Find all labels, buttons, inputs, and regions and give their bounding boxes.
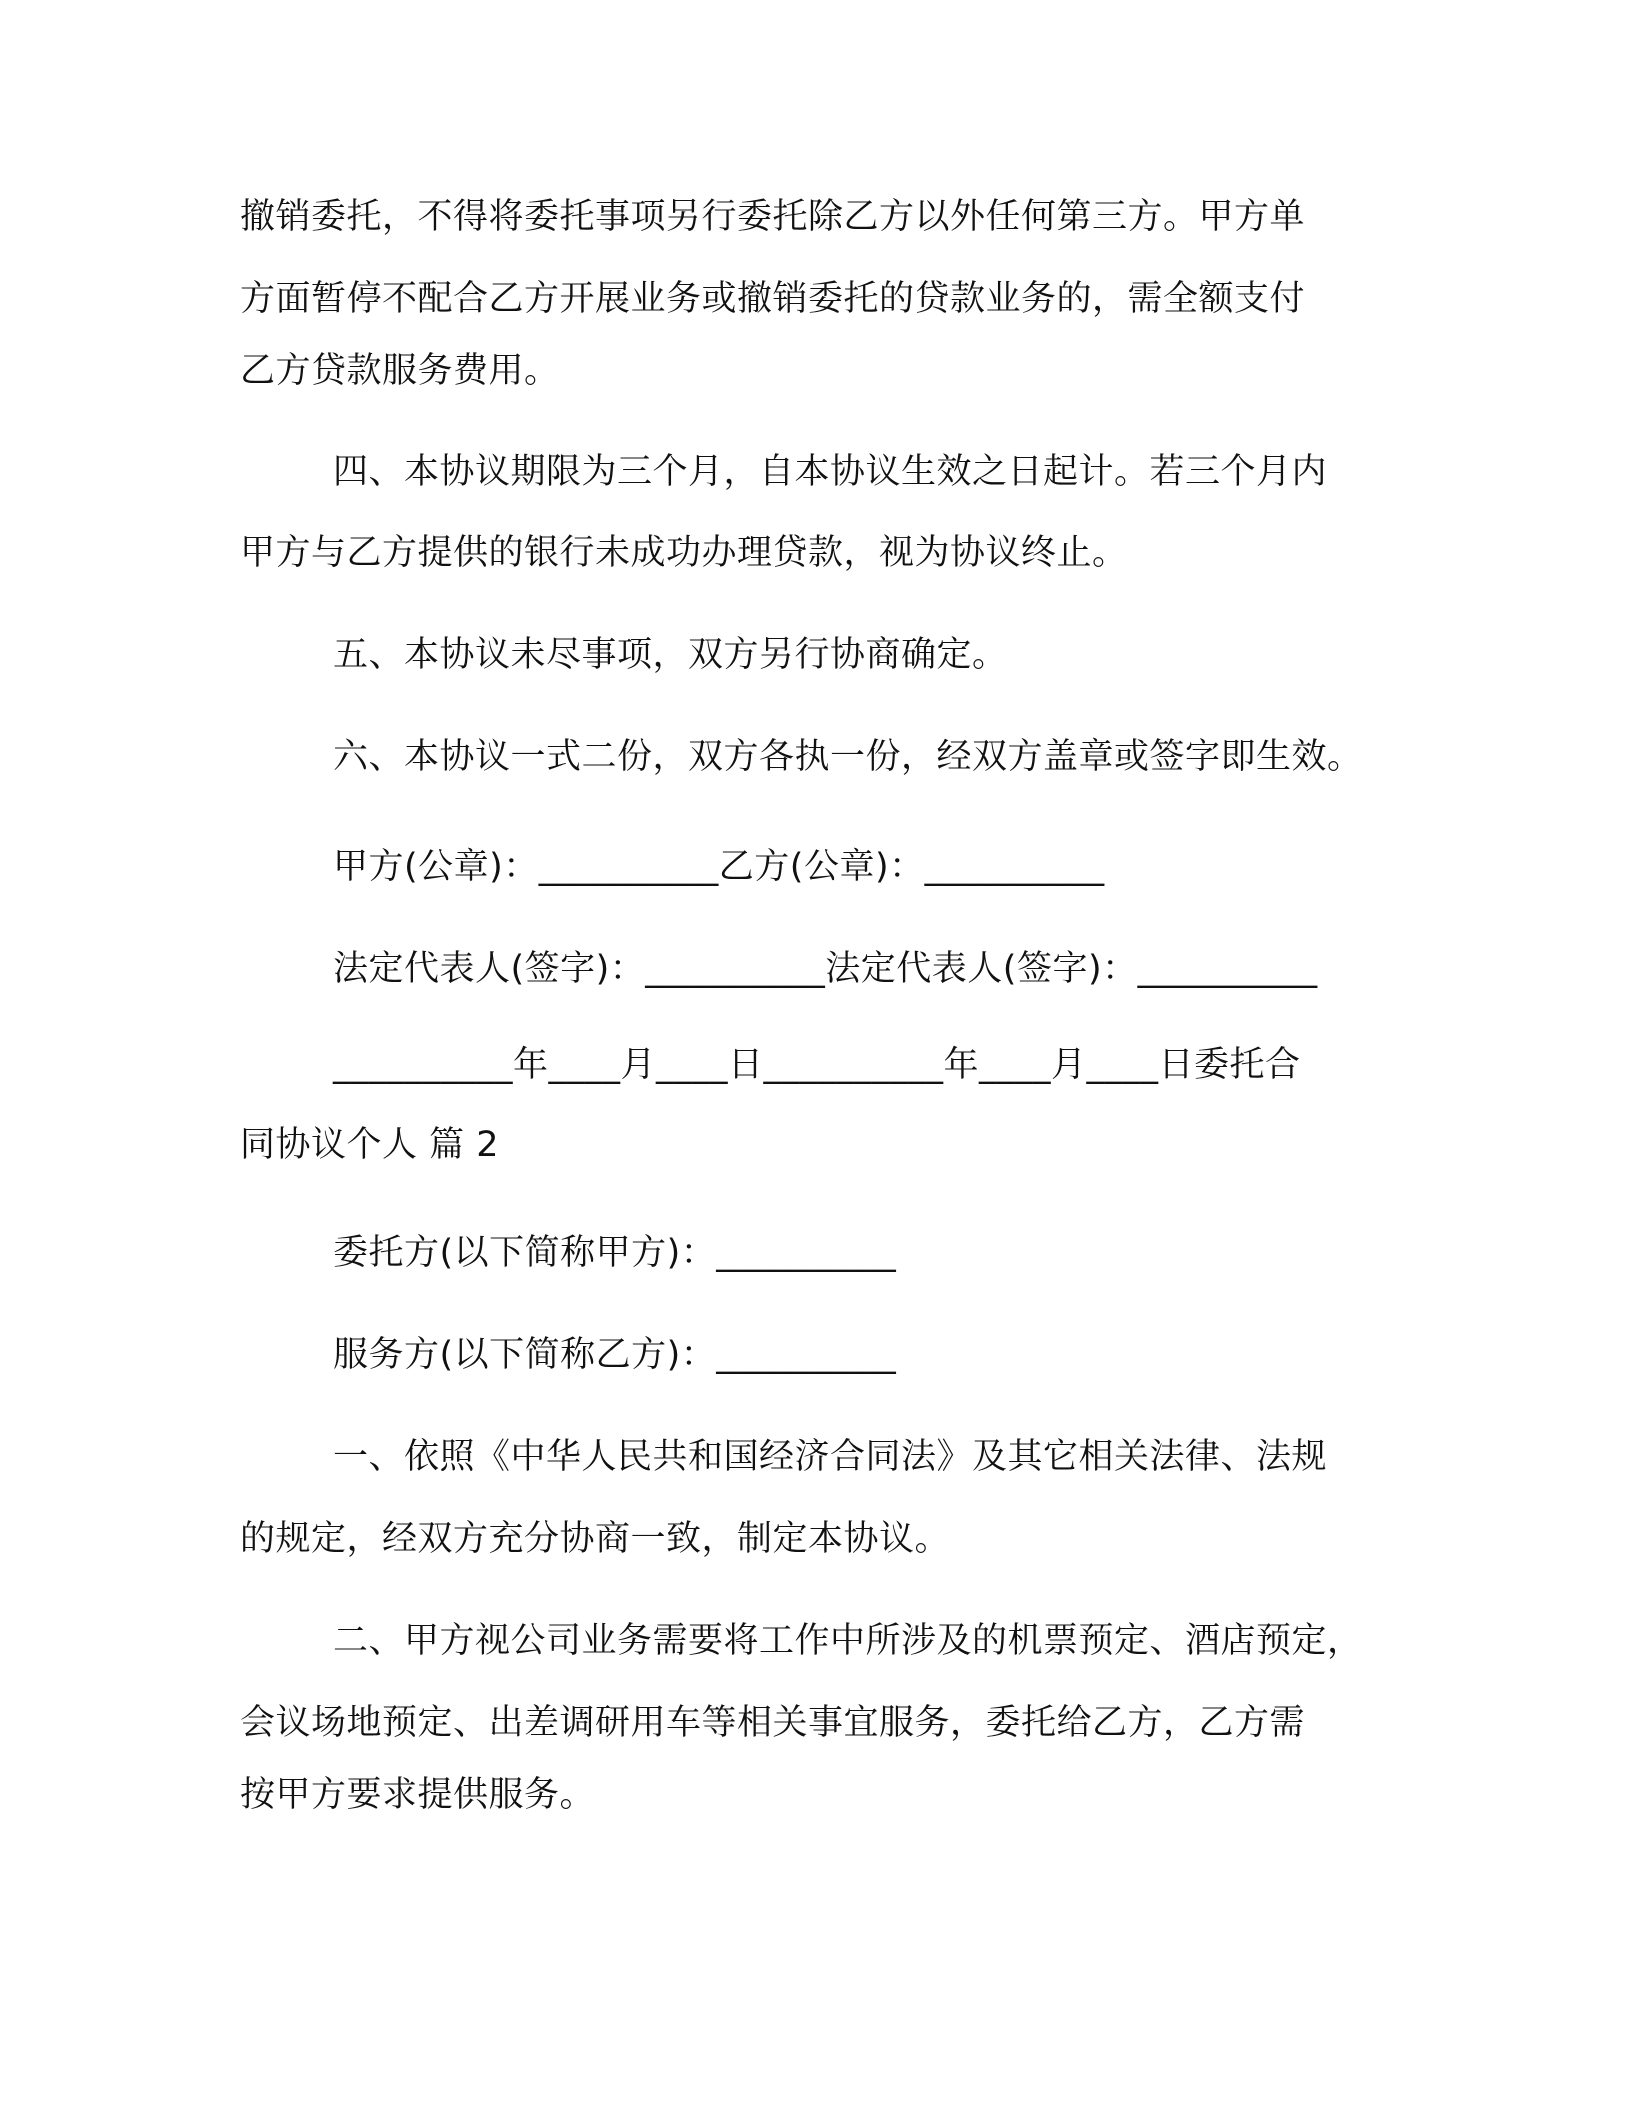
text-line: 方面暂停不配合乙方开展业务或撤销委托的贷款业务的，需全额支付 [240, 279, 1306, 319]
text-line: 四、本协议期限为三个月，自本协议生效之日起计。若三个月内 [333, 452, 1328, 492]
text-line: 的规定，经双方充分协商一致，制定本协议。 [240, 1519, 951, 1559]
text-line: 会议场地预定、出差调研用车等相关事宜服务，委托给乙方，乙方需 [240, 1703, 1306, 1743]
text-line: 按甲方要求提供服务。 [240, 1775, 596, 1815]
signature-line-seal: 甲方(公章)：__________乙方(公章)：__________ [333, 847, 1105, 887]
party-b-line: 服务方(以下简称乙方)：__________ [333, 1335, 897, 1375]
text-line: 一、依照《中华人民共和国经济合同法》及其它相关法律、法规 [333, 1437, 1328, 1477]
section-title: 同协议个人 篇 2 [240, 1125, 500, 1165]
text-line: 甲方与乙方提供的银行未成功办理贷款，视为协议终止。 [240, 533, 1128, 573]
text-line: 撤销委托，不得将委托事项另行委托除乙方以外任何第三方。甲方单 [240, 197, 1306, 237]
text-line: 五、本协议未尽事项，双方另行协商确定。 [333, 635, 1008, 675]
party-a-line: 委托方(以下简称甲方)：__________ [333, 1233, 897, 1273]
text-line: 六、本协议一式二份，双方各执一份，经双方盖章或签字即生效。 [333, 737, 1363, 777]
date-line: __________年____月____日__________年____月____日委托合 [333, 1045, 1301, 1085]
text-line: 乙方贷款服务费用。 [240, 351, 560, 391]
signature-line-representative: 法定代表人(签字)：__________法定代表人(签字)：__________ [333, 949, 1318, 989]
text-line: 二、甲方视公司业务需要将工作中所涉及的机票预定、酒店预定， [333, 1621, 1363, 1661]
